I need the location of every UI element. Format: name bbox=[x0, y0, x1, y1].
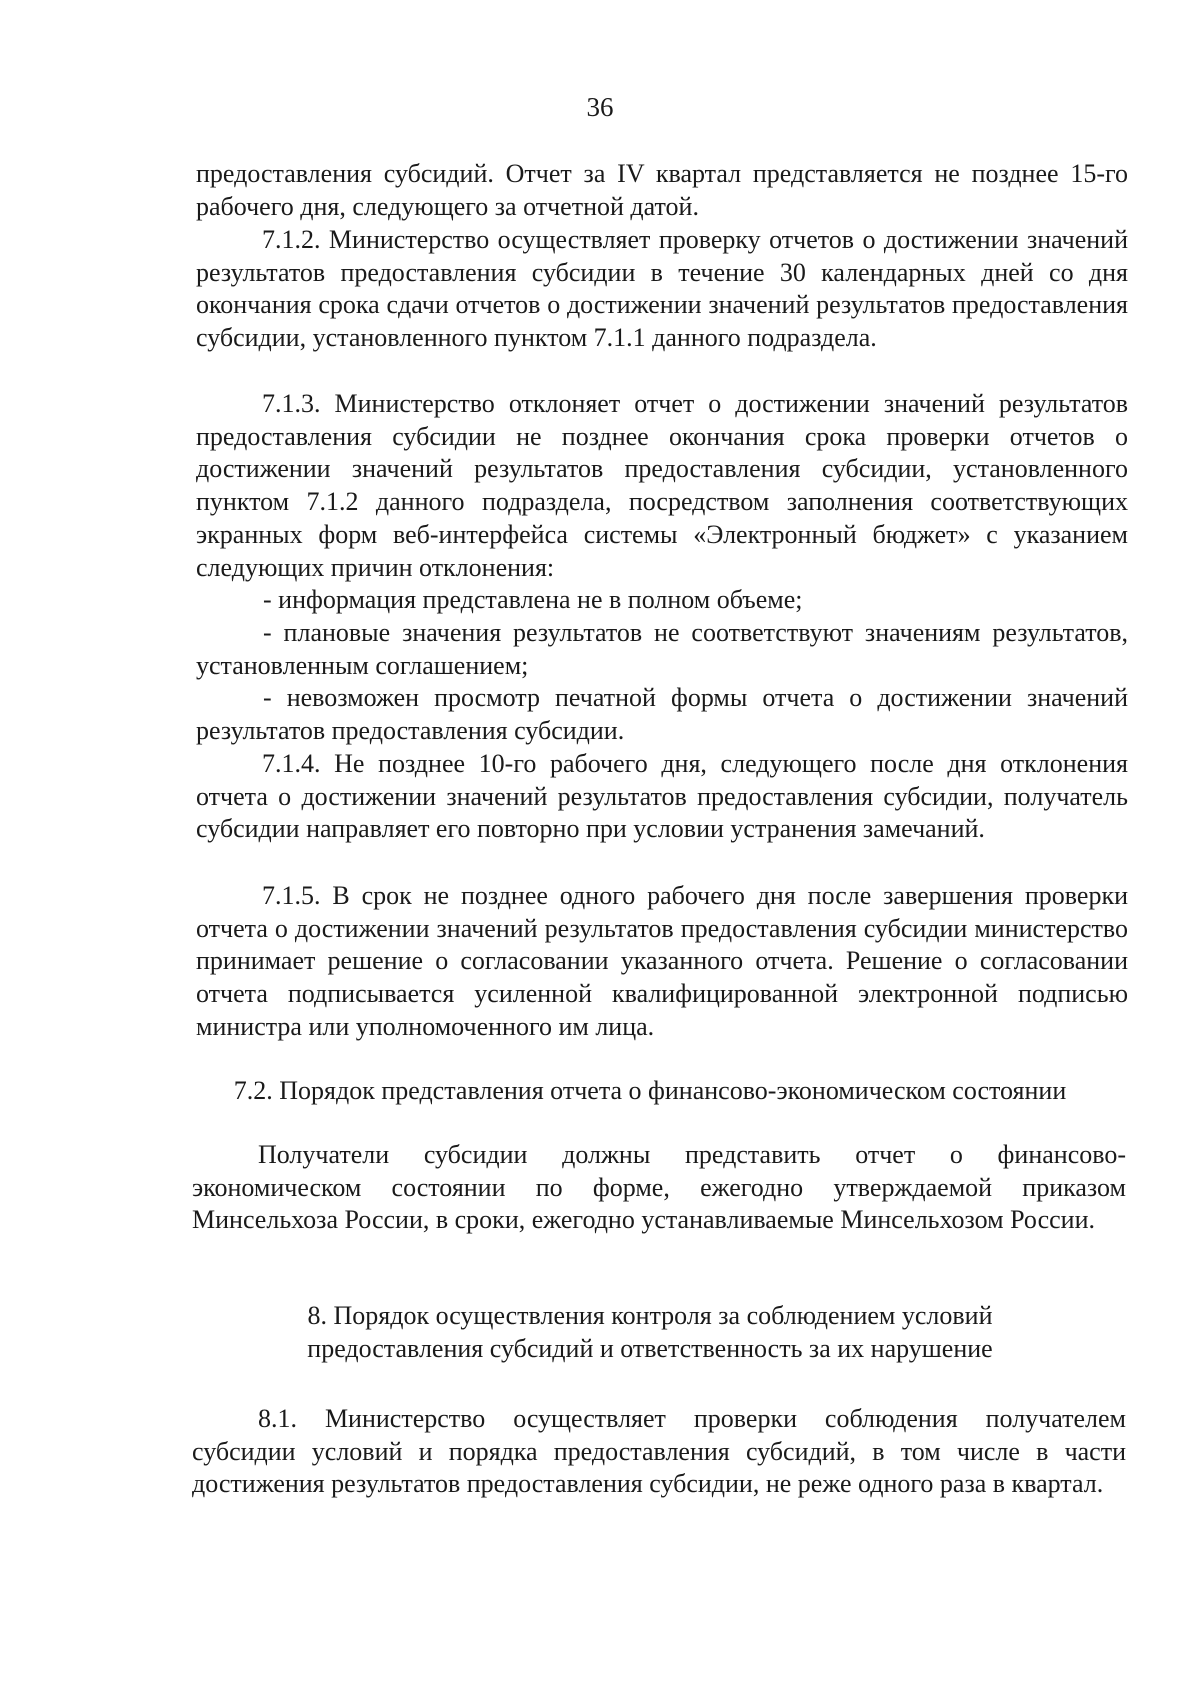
paragraph-7-2-text: Получатели субсидии должны представить отчет о финансово-экономическом состоянии по форме, ежегодно утверждаемой приказом Минсельхоза России, в сроки, ежегодно устанавливаемые Минсельхозом России. bbox=[192, 1140, 1126, 1235]
page-number: 36 bbox=[586, 92, 614, 122]
paragraph-7-1-4: 7.1.4. Не позднее 10-го рабочего дня, следующего после дня отклонения отчета о достижении значений результатов предоставления субсидии, получатель субсидии направляет его повторно при условии устранения замечаний. bbox=[196, 749, 1128, 844]
reason-item-1: - информация представлена не в полном объеме; bbox=[263, 585, 803, 614]
paragraph-7-1-5: 7.1.5. В срок не позднее одного рабочего дня после завершения проверки отчета о достижении значений результатов предоставления субсидии министерство принимает решение о согласовании указанного отчета. Решение о согласовании отчета подписывается усиленной квалифицированной электронной подписью министра или уполномоченного им лица. bbox=[196, 881, 1128, 1041]
paragraph-7-1-2: 7.1.2. Министерство осуществляет проверку отчетов о достижении значений результатов предоставления субсидии в течение 30 календарных дней со дня окончания срока сдачи отчетов о достижении значений результатов предоставления субсидии, установленного пунктом 7.1.1 данного подраздела. bbox=[196, 225, 1128, 353]
paragraph-7-1-3: 7.1.3. Министерство отклоняет отчет о достижении значений результатов предоставления субсидии не позднее окончания срока проверки отчетов о достижении значений результатов предоставления субсидии, установленного пунктом 7.1.2 данного подраздела, посредством заполнения соответствующих экранных форм веб-интерфейса системы «Электронный бюджет» с указанием следующих причин отклонения: bbox=[196, 389, 1128, 582]
paragraph-continuation: предоставления субсидий. Отчет за IV квартал представляется не позднее 15-го рабочего дня, следующего за отчетной датой. bbox=[196, 159, 1128, 221]
heading-section-8-line-2: предоставления субсидий и ответственность за их нарушение bbox=[307, 1333, 993, 1363]
reason-item-3: - невозможен просмотр печатной формы отчета о достижении значений результатов предоставления субсидии. bbox=[196, 683, 1128, 745]
paragraph-8-1: 8.1. Министерство осуществляет проверки соблюдения получателем субсидии условий и порядка предоставления субсидий, в том числе в части достижения результатов предоставления субсидии, не реже одного раза в квартал. bbox=[192, 1404, 1126, 1499]
heading-section-8-line-1: 8. Порядок осуществления контроля за соблюдением условий bbox=[307, 1301, 993, 1330]
heading-7-2: 7.2. Порядок представления отчета о финансово-экономическом состоянии bbox=[233, 1076, 1067, 1105]
reason-item-2: - плановые значения результатов не соответствуют значениям результатов, установленным соглашением; bbox=[196, 618, 1128, 680]
heading-section-8 bbox=[150, 1300, 1150, 1365]
